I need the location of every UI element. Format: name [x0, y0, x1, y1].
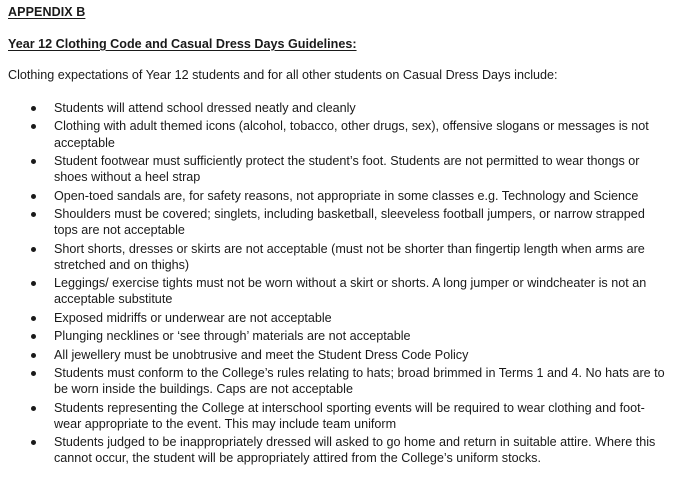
list-item — [0, 347, 678, 363]
list-item — [0, 310, 678, 326]
bullet-icon — [31, 194, 36, 199]
list-item-text: Student footwear must sufficiently protect the student’s foot. Students are not permitted to wear thongs or shoes without a heel strap — [54, 153, 640, 185]
list-item-text: Short shorts, dresses or skirts are not acceptable (must not be shorter than fingertip length when arms are stretched and on thighs) — [54, 241, 645, 272]
list-item — [0, 400, 678, 432]
bullet-icon — [31, 159, 36, 164]
appendix-label: APPENDIX B — [8, 5, 86, 19]
list-item — [0, 434, 678, 466]
list-item-text: Students must conform to the College’s rules relating to hats; broad brimmed in Terms 1 and 4. No hats are to be worn inside the buildings. Caps are not acceptable — [54, 365, 665, 397]
list-item-text: All jewellery must be unobtrusive and meet the Student Dress Code Policy — [54, 347, 469, 362]
list-item-text: Plunging necklines or ‘see through’ materials are not acceptable — [54, 329, 411, 344]
list-item-text: Students representing the College at interschool sporting events will be required to wear clothing and foot-wear appropriate to the event. This may include team uniform — [54, 400, 645, 431]
bullet-icon — [31, 406, 36, 411]
list-item — [0, 100, 678, 116]
list-item-text: Students judged to be inappropriately dressed will asked to go home and return in suitable attire. Where this cannot occur, the student will be appropriately attired from the College’s uniform stocks. — [54, 435, 656, 466]
list-item — [0, 153, 678, 185]
bullet-icon — [31, 124, 36, 129]
intro-paragraph: Clothing expectations of Year 12 students and for all other students on Casual Dress Days include: — [8, 68, 558, 82]
list-item — [0, 118, 678, 150]
bullet-icon — [31, 440, 36, 445]
bullet-icon — [31, 247, 36, 252]
bullet-icon — [31, 334, 36, 339]
list-item-text: Open-toed sandals are, for safety reasons, not appropriate in some classes e.g. Technology and Science — [54, 188, 639, 203]
bullet-icon — [31, 316, 36, 321]
list-item-text: Leggings/ exercise tights must not be worn without a skirt or shorts. A long jumper or windcheater is not an acceptable substitute — [54, 276, 647, 307]
list-item — [0, 365, 678, 397]
list-item — [0, 275, 678, 307]
guidelines-title: Year 12 Clothing Code and Casual Dress Days Guidelines: — [8, 37, 357, 51]
bullet-icon — [31, 212, 36, 217]
bullet-icon — [31, 281, 36, 286]
bullet-icon — [31, 106, 36, 111]
list-item — [0, 188, 678, 204]
list-item — [0, 328, 678, 344]
list-item — [0, 241, 678, 273]
bullet-icon — [31, 371, 36, 376]
list-item-text: Shoulders must be covered; singlets, including basketball, sleeveless football jumpers, or narrow strapped tops are not acceptable — [54, 206, 645, 238]
list-item — [0, 206, 678, 238]
list-item-text: Students will attend school dressed neatly and cleanly — [54, 101, 356, 115]
list-item-text: Clothing with adult themed icons (alcohol, tobacco, other drugs, sex), offensive slogans or messages is not acceptable — [54, 119, 649, 150]
guidelines-list — [0, 100, 678, 469]
list-item-text: Exposed midriffs or underwear are not acceptable — [54, 310, 332, 325]
bullet-icon — [31, 353, 36, 358]
